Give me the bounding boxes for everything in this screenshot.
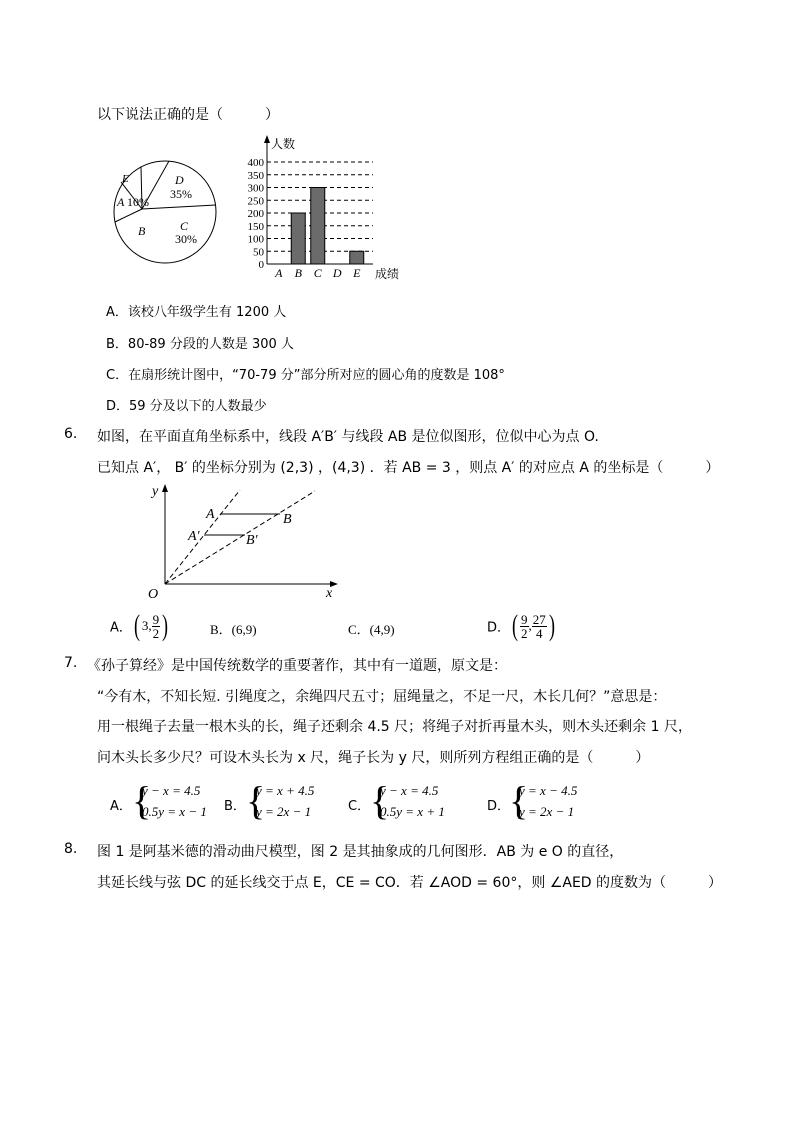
q6-fig-a-label: A	[206, 507, 215, 522]
bar-ytick-label: 200	[247, 208, 264, 220]
q6-coordinate-figure	[140, 478, 345, 603]
q6-option-d-fraction2: $\frac{27}{4}$	[532, 611, 546, 641]
q6-option-a[interactable]: A．( 3, $\frac{9}{2}$ )	[110, 609, 169, 642]
q6-fig-b1-label: B′	[246, 533, 258, 548]
bar-ytick-label: 100	[247, 233, 264, 246]
q5-option-d[interactable]: D．59 分及以下的人数最少	[106, 399, 267, 414]
q6-fig-y-label: y	[152, 484, 159, 499]
q6-option-d-label: D．	[487, 620, 511, 636]
bar-ytick-label: 250	[247, 195, 264, 208]
q5-option-c[interactable]: C．在扇形统计图中，“70-79 分”部分所对应的圆心角的度数是 108°	[106, 368, 505, 383]
pie-pct-d: 35%	[170, 187, 192, 201]
q7-option-a-label: A．	[110, 799, 132, 814]
q5-intro: 以下说法正确的是（ ）	[97, 107, 279, 123]
q7-option-b-eq1: y = x + 4.5	[256, 783, 315, 798]
q7-line2: “今有木，不知长短. 引绳度之，余绳四尺五寸；屈绳量之，不足一尺，木长几何？”意思是：	[97, 689, 667, 705]
q7-option-c[interactable]: C． { y − x = 4.5 0.5y = x + 1	[348, 778, 445, 823]
q7-option-c-label: C．	[348, 799, 371, 814]
pie-pct-c: 30%	[175, 232, 197, 246]
q7-option-d-label: D．	[487, 799, 511, 814]
q7-line3: 用一根绳子去量一根木头的长，绳子还剩余 4.5 尺；将绳子对折再量木头，则木头还剩余 1 尺，	[97, 719, 692, 735]
pie-label-b: B	[138, 224, 146, 238]
q7-option-b[interactable]: B． { y = x + 4.5 y = 2x − 1	[224, 778, 315, 823]
pie-pct-a: 10%	[127, 195, 149, 209]
q6-fig-a1-label: A′	[188, 529, 200, 544]
bar-chart	[225, 132, 410, 284]
bar-category-label: C	[313, 266, 322, 280]
q6-line2: 已知点 A′， B′ 的坐标分别为 (2,3) ，(4,3) ．若 AB = 3 ，则点 A′ 的对应点 A 的坐标是（ ）	[97, 460, 720, 476]
bar-ylabel: 人数	[271, 137, 296, 151]
bar-E	[350, 251, 364, 264]
q6-fig-origin-label: O	[148, 587, 159, 602]
bar-category-label: A	[275, 266, 283, 280]
q5-option-b[interactable]: B．80-89 分段的人数是 300 人	[106, 337, 294, 352]
q7-option-d-eq2: y = 2x − 1	[519, 804, 575, 819]
bar-ytick-label: 350	[247, 169, 264, 182]
bar-ytick-label: 0	[258, 259, 264, 271]
q7-option-d[interactable]: D． { y = x − 4.5 y = 2x − 1	[487, 778, 578, 823]
q6-fig-x-label: x	[326, 586, 333, 601]
q8-line2: 其延长线与弦 DC 的延长线交于点 E，CE = CO．若 ∠AOD = 60°，则 ∠AED 的度数为（ ）	[97, 875, 723, 891]
q6-option-a-int: 3,	[141, 618, 152, 633]
q7-option-c-eq1: y − x = 4.5	[380, 783, 439, 798]
q7-option-a[interactable]: A． { y − x = 4.5 0.5y = x − 1	[110, 778, 207, 823]
q7-option-a-eq1: y − x = 4.5	[142, 783, 201, 798]
q5-option-a[interactable]: A．该校八年级学生有 1200 人	[106, 305, 287, 320]
pie-label-c: C	[180, 219, 189, 233]
q6-option-d-fraction1: $\frac{9}{2}$	[521, 611, 528, 641]
q6-option-a-fraction: $\frac{9}{2}$	[152, 611, 160, 641]
q6-line1: 如图，在平面直角坐标系中，线段 A′B′ 与线段 AB 是位似图形，位似中心为点 O.	[97, 429, 599, 445]
q7-option-a-eq2: 0.5y = x − 1	[142, 804, 207, 819]
bar-category-label: D	[332, 266, 342, 280]
q7-number: 7.	[64, 655, 78, 671]
bar-ytick-label: 50	[253, 246, 264, 259]
q6-option-c[interactable]: C．(4,9)	[348, 622, 395, 637]
bar-ytick-label: 150	[247, 220, 264, 233]
q7-option-d-eq1: y = x − 4.5	[519, 783, 578, 798]
q6-number: 6.	[64, 426, 78, 442]
bar-xlabel: 成绩	[375, 267, 400, 281]
bar-ytick-label: 300	[247, 182, 264, 195]
q7-line4: 问木头长多少尺？可设木头长为 x 尺，绳子长为 y 尺，则所列方程组正确的是（ ）	[97, 750, 650, 766]
pie-label-d: D	[175, 173, 184, 187]
bar-C	[311, 188, 325, 265]
q8-number: 8.	[64, 841, 78, 857]
q6-option-a-label: A．	[110, 620, 132, 636]
pie-label-e: E	[122, 173, 129, 185]
q7-option-b-eq2: y = 2x − 1	[256, 804, 312, 819]
q6-option-b[interactable]: B．(6,9)	[210, 622, 257, 637]
bar-B	[291, 213, 305, 264]
bar-category-label: E	[353, 266, 361, 280]
bar-category-label: B	[294, 266, 302, 280]
pie-chart	[110, 160, 230, 270]
q6-option-d[interactable]: D．( $\frac{9}{2}$ , $\frac{27}{4}$ )	[487, 609, 555, 642]
q7-line1: 《孙子算经》是中国传统数学的重要著作，其中有一道题，原文是：	[87, 658, 507, 674]
q8-line1: 图 1 是阿基米德的滑动曲尺模型，图 2 是其抽象成的几何图形．AB 为 e O 的直径，	[97, 844, 624, 860]
q7-option-b-label: B．	[224, 799, 246, 814]
pie-label-a: A	[117, 195, 125, 209]
q7-option-c-eq2: 0.5y = x + 1	[380, 804, 445, 819]
bar-ytick-label: 400	[247, 157, 264, 169]
q6-fig-b-label: B	[283, 512, 292, 527]
